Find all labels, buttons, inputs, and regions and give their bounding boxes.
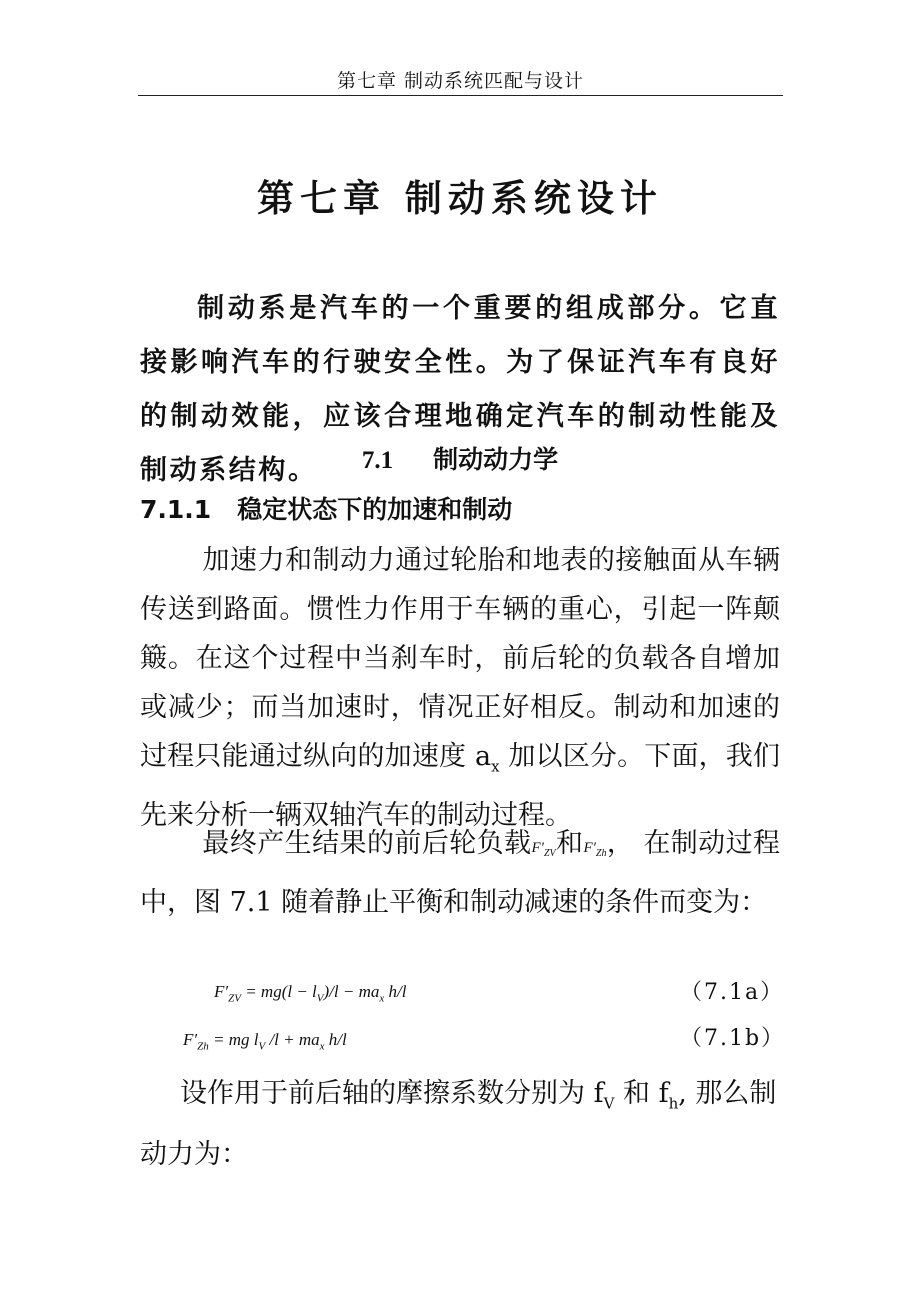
intro-text: 制动系是汽车的一个重要的组成部分。它直接影响汽车的行驶安全性。为了保证汽车有良好的制动效能，应该合理地确定汽车的制动性能及制动系结构。 [140,293,780,486]
equation-number-7-1b: （7.1b） [680,1026,786,1051]
chapter-title: 第七章 制动系统设计 [257,177,663,220]
body-paragraph-3 [140,1068,780,1181]
body-paragraph-1 [140,536,780,840]
para1-text-2: 加以区分。下面，我们先来分析一辆双轴汽车的制动过程。 [140,741,780,832]
header-rule [138,95,783,96]
section-number: 7.1 [361,447,394,474]
subsection-number: 7.1.1 [140,495,212,524]
para2-text-1: 最终产生结果的前后轮负载 [202,828,532,859]
para3-conjunction: 和 f [614,1078,669,1109]
section-heading [0,440,920,476]
equation-7-1b: $F'_{Zh}$ = mg $l_V$ $/l + ma_x$ h/l [183,1030,347,1053]
running-header: 第七章 制动系统匹配与设计 [336,70,585,92]
para1-text-1: 加速力和制动力通过轮胎和地表的接触面从车辆传送到路面。惯性力作用于车辆的重心，引起一阵颠簸。在这个过程中当刹车时，前后轮的负载各自增加或减少；而当加速时，情况正好相反。制动和加速的过程只能通过纵向的加速度 a [140,545,780,772]
equation-number-7-1a: （7.1a） [680,980,785,1005]
subsection-title: 稳定状态下的加速和制动 [237,495,513,524]
ax-subscript: x [491,757,500,776]
section-title: 制动动力学 [433,445,559,474]
para3-text-1: 设作用于前后轴的摩擦系数分别为 f [180,1078,604,1109]
para2-conjunction: 和 [555,828,584,859]
rear-load-symbol: $F'_{Zh}$ [583,840,607,859]
fh-subscript: h [668,1094,679,1113]
body-paragraph-2 [140,819,780,927]
para3-text-2: , 那么制动力为： [140,1078,777,1171]
equation-7-1a: $F'_{ZV} = mg(l - l_V)/l - ma_x$ h/l [214,982,407,1005]
para2-text-2: ， 在制动过程中，图 7.1 随着静止平衡和制动减速的条件而变为： [140,828,780,918]
fv-subscript: V [603,1094,615,1113]
front-load-symbol: $F'_{ZV}$ [531,840,556,859]
subsection-heading [140,490,512,526]
